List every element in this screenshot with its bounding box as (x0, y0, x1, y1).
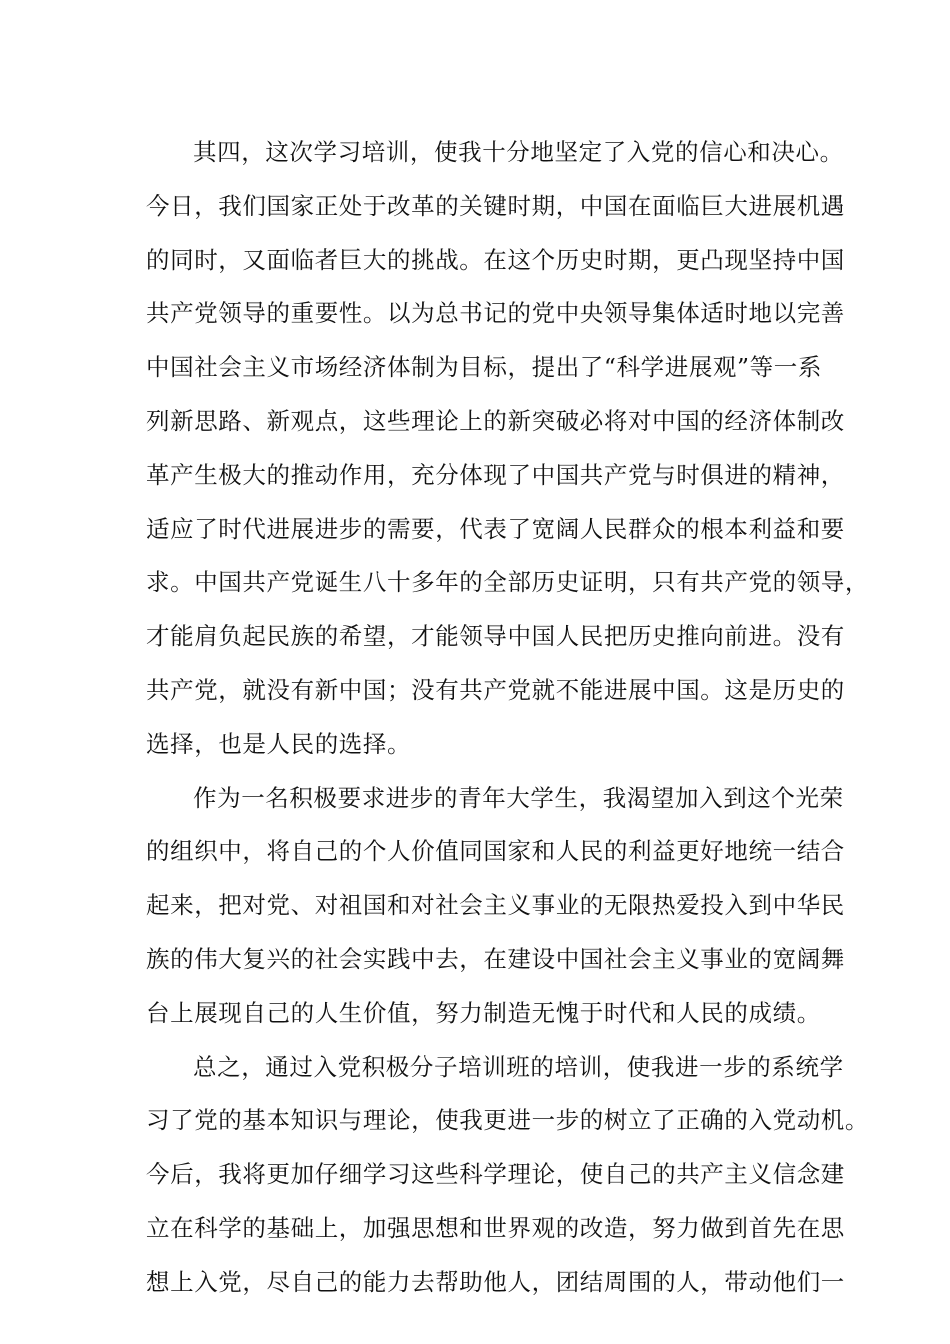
paragraph-1 (146, 126, 869, 772)
text-line: 今后，我将更加仔细学习这些科学理论，使自己的共产主义信念建 (146, 1160, 845, 1189)
text-line: 今日，我们国家正处于改革的关键时期，中国在面临巨大进展机遇 (146, 191, 845, 220)
text-line: 族的伟大复兴的社会实践中去，在建设中国社会主义事业的宽阔舞 (146, 944, 845, 973)
text-line: 立在科学的基础上，加强思想和世界观的改造，努力做到首先在思 (146, 1213, 845, 1242)
text-line: 的同时，又面临者巨大的挑战。在这个历史时期，更凸现坚持中国 (146, 245, 845, 274)
text-line: 才能肩负起民族的希望，才能领导中国人民把历史推向前进。没有 (146, 622, 845, 651)
text-line: 台上展现自己的人生价值，努力制造无愧于时代和人民的成绩。 (146, 998, 821, 1027)
text-line: 作为一名积极要求进步的青年大学生，我渴望加入到这个光荣 (193, 783, 844, 812)
text-line: 习了党的基本知识与理论，使我更进一步的树立了正确的入党动机。 (146, 1106, 869, 1135)
text-line: 总之，通过入党积极分子培训班的培训，使我进一步的系统学 (193, 1052, 844, 1081)
paragraph-3 (146, 1041, 869, 1310)
text-line: 选择，也是人民的选择。 (146, 729, 412, 758)
text-line: 共产党领导的重要性。以为总书记的党中央领导集体适时地以完善 (146, 299, 845, 328)
text-line: 的组织中，将自己的个人价值同国家和人民的利益更好地统一结合 (146, 837, 845, 866)
text-line: 适应了时代进展进步的需要，代表了宽阔人民群众的根本利益和要 (146, 514, 845, 543)
text-line: 想上入党，尽自己的能力去帮助他人，团结周围的人，带动他们一 (146, 1267, 845, 1296)
text-line: 共产党，就没有新中国；没有共产党就不能进展中国。这是历史的 (146, 675, 845, 704)
text-line: 其四，这次学习培训，使我十分地坚定了入党的信心和决心。 (193, 138, 844, 166)
text-line: 革产生极大的推动作用，充分体现了中国共产党与时俱进的精神， (146, 460, 845, 489)
document-body (146, 126, 869, 1310)
text-line: 中国社会主义市场经济体制为目标，提出了“科学进展观”等一系 (146, 353, 822, 382)
text-line: 起来，把对党、对祖国和对社会主义事业的无限热爱投入到中华民 (146, 891, 845, 920)
text-line: 列新思路、新观点，这些理论上的新突破必将对中国的经济体制改 (146, 406, 845, 435)
paragraph-2 (146, 772, 845, 1041)
text-line: 求。中国共产党诞生八十多年的全部历史证明，只有共产党的领导， (146, 568, 869, 597)
